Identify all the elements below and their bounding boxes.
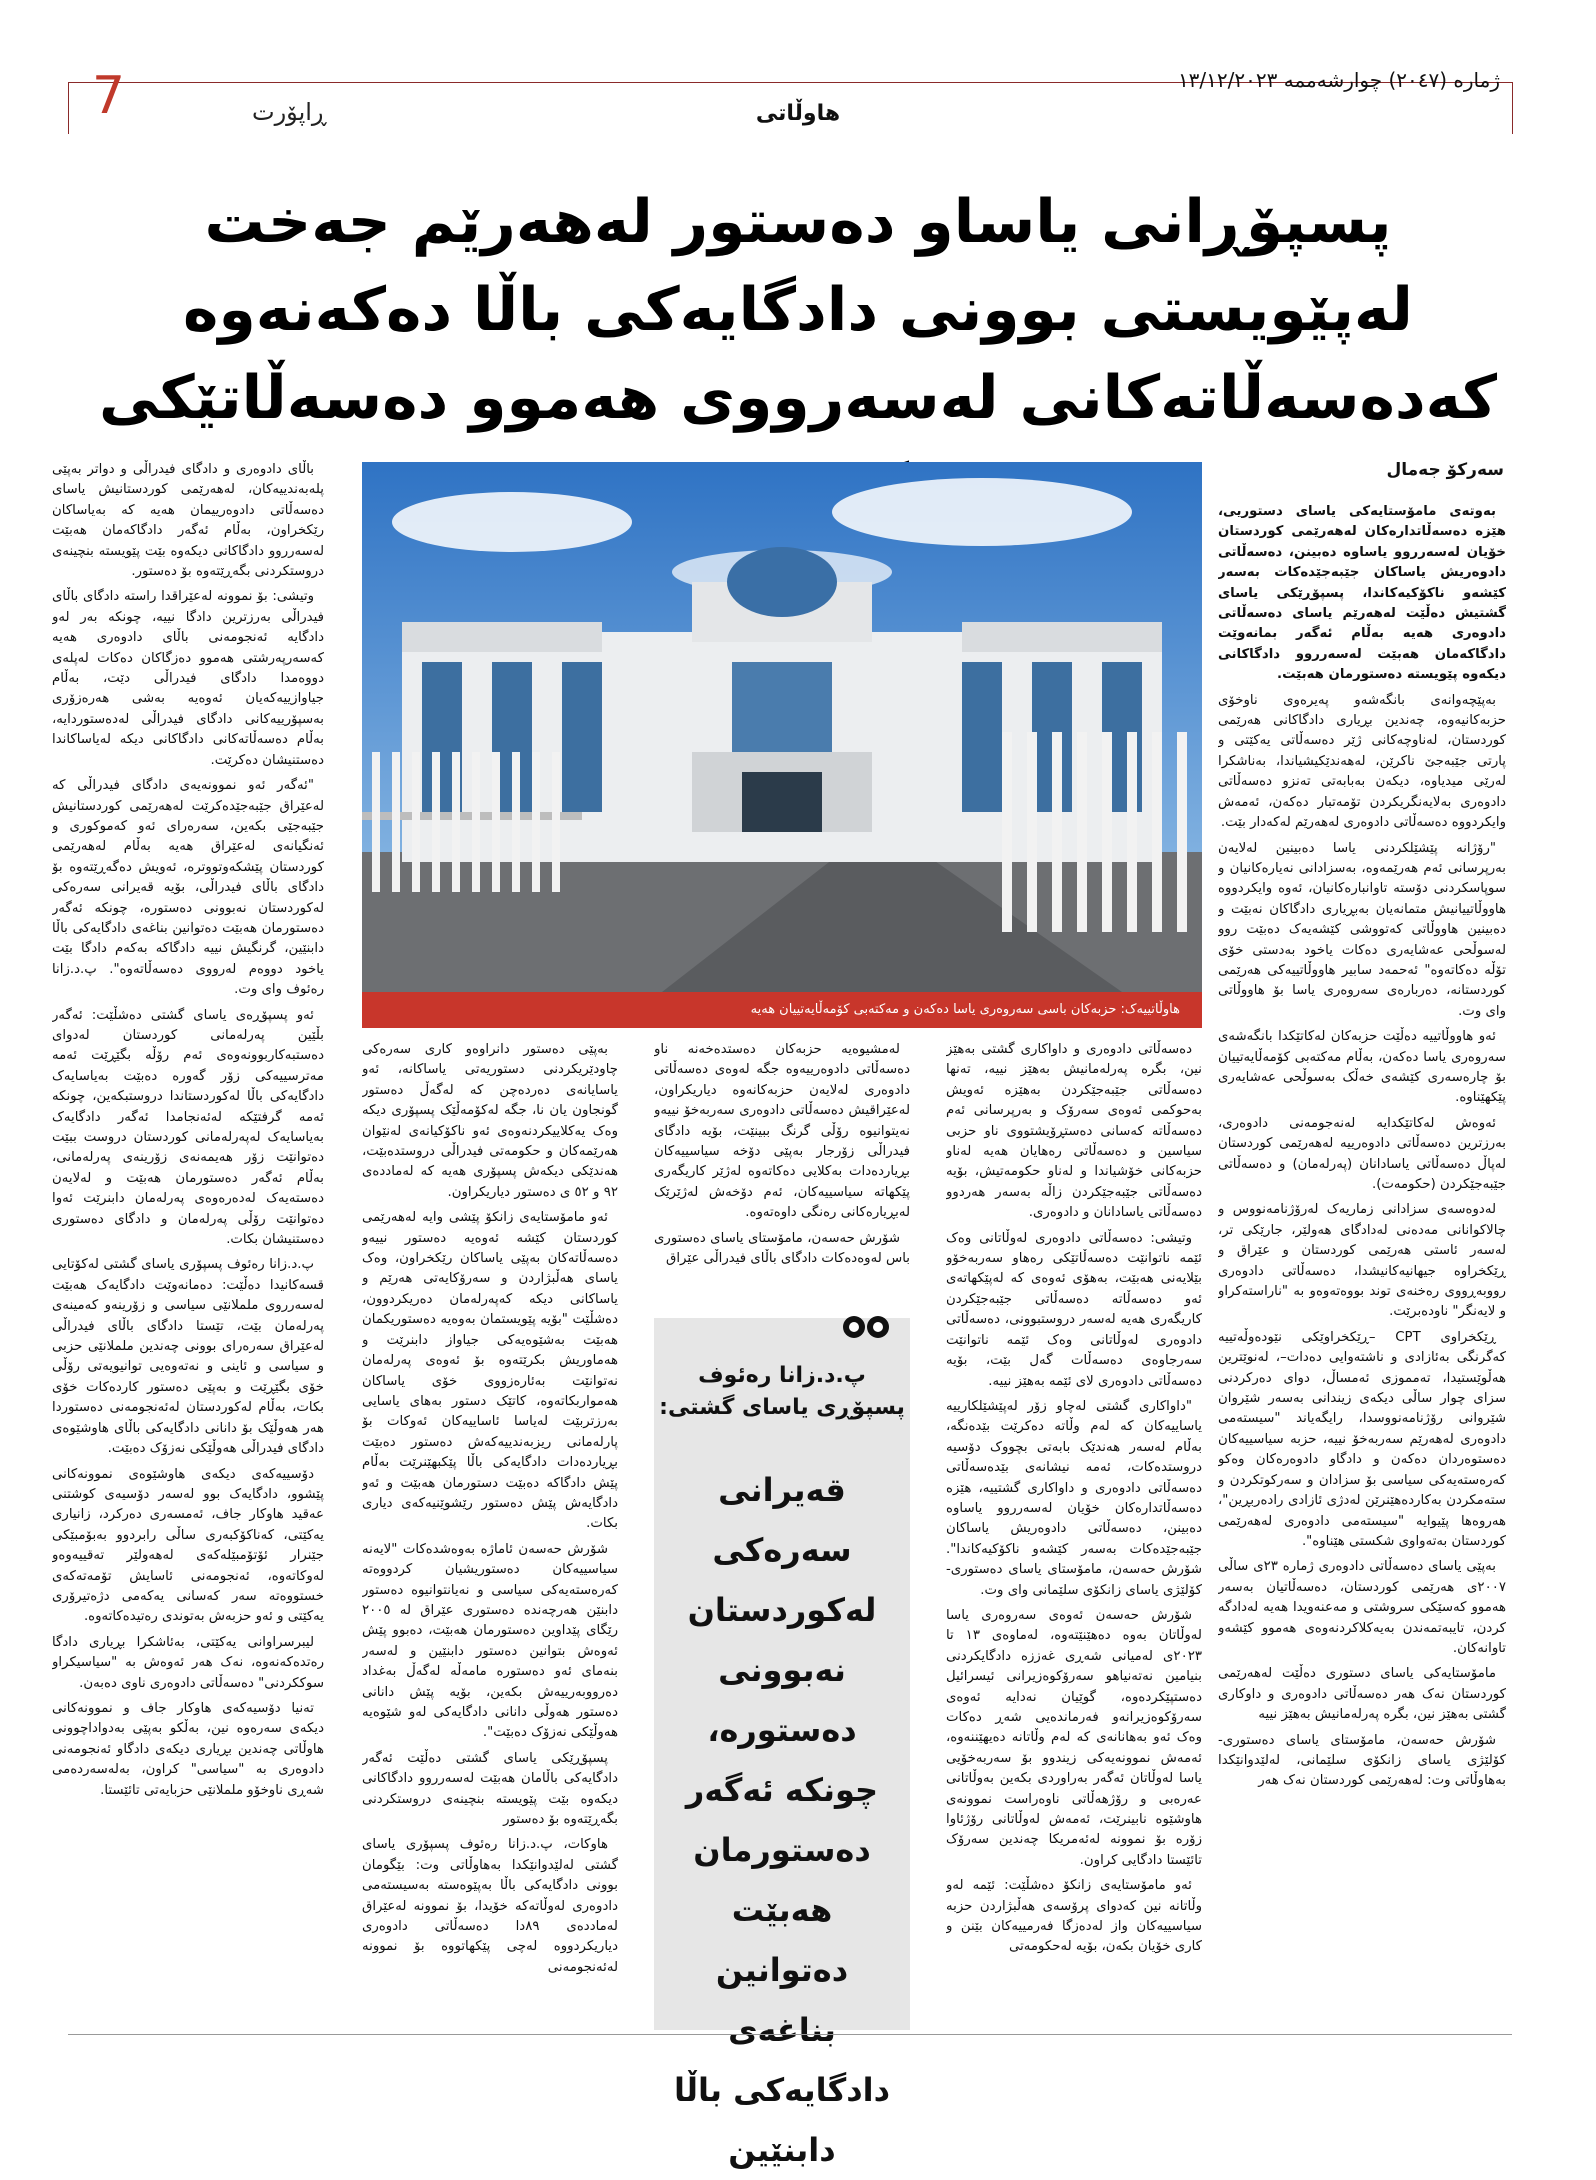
paragraph: ئەوەش لەکاتێکدایە لەنەجومەنی دادوەری، بەرزترین دەسەڵاتی دادوەرییە لەهەرێمی کوردستان لەپاڵ دەسەڵاتی یاسادانان (پەرلەمان) و دەسەڵاتی جێبەجێکردن (حکومەت). [1218,1115,1506,1192]
court-building-photo [362,462,1202,992]
court-building-photo-icon [362,462,1202,992]
headline: پسپۆڕانی یاساو دەستور لەهەرێم جەخت لەپێویستی بوونی دادگایەکی باڵا دەکەنەوە کەدەسەڵاتەکانی لەسەرووی هەموو دەسەڵاتێکی [99,187,1497,433]
paragraph: لیبرسراوانی یەکێتی، بەئاشکرا بڕیاری دادگا رەتدەکەنەوە، نەک هەر ئەوەش بە "سیاسیکراو سوککردنی" دەسەڵاتی دادوەری ناوی دەبەن. [52,1634,324,1691]
article-column-3 [654,1040,910,1288]
paragraph: "داواکاری گشتی لەچاو زۆر لەپێشێلکارییە یاساییەکان کە لەم وڵاتە دەکرێت بێدەنگە، بەڵام لەسەر هەندێک بابەتی بچووک دۆسیە دروستدەکات، ئەمە نیشانەی بێدەسەڵاتی دەسەڵاتی دادوەری و داواکاری گشتییە، هێزە دەسەڵاتدارەکان خۆیان لەسەرروو یاساوە دەبینن، دەسەڵاتی دادوەریش یاساکان جێبەجێدەکات بەسەر کێشەو ناکۆکیەکاندا". شۆرش حەسەن، مامۆستای یاسای دەستوری- کۆلێژی یاسای زانکۆی سلێمانی وای وت. [946,1398,1202,1598]
paragraph: بەپێی یاسای دەسەڵاتی دادوەری ژمارە ٢٣ی ساڵی ٢٠٠٧ی هەرێمی کوردستان، دەسەڵاتیان بەسەر هەموو کەسێکی سروشتی و مەعنەویدا هەیە لەدادگە کردن، تایبەتمەندن بەیەکلاکردنەوەی هەموو کێشەو تاوانەکان. [1218,1559,1506,1656]
masthead-logo [740,96,856,128]
article-column-1 [1218,502,1506,2027]
paragraph: شۆرش حەسەن ئەوەی سەروەری یاسا لەوڵاتان بەوە دەهێنێتەوە، لەماوەی ١٣ تا ٢٠٢٣ی لەمیانی شەڕی غەززە دادگایکردنی بنیامین نەتەنیاهو سەرۆکوەزیرانی ئیسرائیل دەستپێکردەوە، گوێیان نەدایە ئەوەی سەرۆکوەزیرانەو فەرماندەیی شەڕ دەکات وەک ئەو بەهانانەی کە لەم وڵاتانە دەیهێننەوە، ئەمەش نموونەیەکی زیندوو بۆ سەربەخۆیی یاسا لەوڵاتان ئەگەر بەراوردی بکەین بەوڵاتانی عەرەبی و رۆژهەڵاتی ناوەراست نموونەی هاوشێوە نابینرێت، ئەمەش لەوڵاتانی رۆژئاوا زۆرە بۆ نموونە لەئەمریکا چەندین سەرۆک تائێستا دادگایی کراون. [946,1607,1202,1868]
paragraph: بەوتەی مامۆستایەکی یاسای دستوریی، هێزە دەسەڵاتدارەکان لەهەرێمی کوردستان خۆیان لەسەرروو یاساوە دەبینن، دەسەڵاتی دادوەریش یاساکان جێبەجێدەکات بەسەر کێشەو ناکۆکیەکاندا، پسپۆڕێکی یاسای گشتیش دەڵێت لەهەرێم یاسای دەسەڵاتی دادوەری هەیە بەڵام ئەگەر بمانەوێت دادگاکەمان هەبێت لەسەرروو دادگاکانی دیکەوە پێویستە دەستورمان هەبێت. [1218,504,1506,683]
issue-info: ژمارە (٢٠٤٧) چوارشەممە ١٣/١٢/٢٠٢٣ [1177,68,1500,92]
paragraph: پسپۆڕێکی یاسای گشتی دەڵێت ئەگەر دادگایەکی باڵامان هەبێت لەسەرروو دادگاکانی دیکەوە بێت پێویستە بنچینەی دروستکردنی بگەڕێتەوە بۆ دەستور [362,1750,618,1828]
header-rule-right [1512,82,1513,134]
paragraph: وتیشی: بۆ نموونە لەعێراقدا راستە دادگای باڵای فیدراڵی بەرزترین دادگا نییە، چونکە بەر لەو دادگایە ئەنجومەنی باڵای دادوەری هەیە کەسەرپەرشتی هەموو دەزگاکان دەکات لەپلەی دووەمدا دادگای فیدراڵی دێت، بەڵام جیاوازییەکەیان ئەوەیە بەشی هەرەزۆری بەسپۆرییەکانی دادگای فیدراڵی لەدەستوردایە، بەڵام دەسەڵاتەکانی دادگاکانی دیکە لەیاساکاندا دەستنیشان دەکرێت. [52,589,324,768]
paragraph: ڕێکخراوی CPT –ڕێکخراوێکی نێودەوڵەتییە کەگرنگی بەئازادی و ناشتەوایی دەدات–، لەنوێترین هەڵوێستیدا، تەمموزی ئەمساڵ، دوای دەرکردنی سزای چوار ساڵی دیکەی زیندانی بەسەر شێروان شێروانی رۆژنامەنووسدا، رایگەیاند "سیستەمی دادوەری لەهەرێم سەربەخۆ نییە، حزبە سیاسییەکان دەستوەردان دەکەن و دادگاو دادوەرەکان وەکو کەرەستەیەکی سیاسی بۆ سزادان و سەرکوتکردن و ستەمکردن بەکاردەهێنرێن لەدژی ئازادی رادەربڕین"، هەروەها پێیوایە "سیستەمی دادوەری لەهەرێمی کوردستان بەتەواوی شکستی هێناوە". [1218,1329,1506,1549]
paragraph: ئەو پسپۆڕەی یاسای گشتی دەشڵێت: ئەگەر بڵێین پەرلەمانی کوردستان لەدوای دەستبەکاربوونەوەی ئەم رۆڵە بگێڕێت ئەمە مەترسییەکی زۆر گەورە دەبێت بەیاسایەک دادگایەکی باڵا لەکوردستاندا دروستبکەین، چونکە ئەمە گرفتێکە لەئەنجامدا ئەگەر دادگایەک بەیاسایەک لەپەرلەمانی کوردستان دروست ببێت دەتوانێت زۆر هەیمەنەی زۆرینەی پەرلەمانی، بەڵام ئەگەر دەستورمان هەبێت و لەلایەن دەستەیەک لەدەرەوەی پەرلەمان دابنرێت ئەوا دەتوانێت رۆڵی پەرلەمان و دادگای دەستوری دەستنیشان بکات. [52,1007,324,1248]
paragraph: "رۆژانە پێشێلکردنی یاسا دەبینین لەلایەن بەرپرسانی ئەم هەرێمەوە، بەسزادانی نەیارەکانیان و سوپاسکردنی دۆستە تاوانبارەکانیان، ئەوە وایکردووە هاووڵاتییانیش متمانەیان بەبڕیاری دادگاکان نەبێت و دەبینین هاووڵاتی کەتووشی کێشەیەک دەبێت روو لەسوڵحی عەشایەری دەکات یاخود بەدستی خۆی تۆڵە دەکاتەوە" ئەحمەد سابیر هاووڵاتییەکی هەرێمی کوردستانە، دەربارەی سەروەری یاسا بۆ هاووڵاتی وای وت. [1218,840,1506,1019]
paragraph: باڵای دادوەری و دادگای فیدراڵی و دواتر بەپێی پلەبەندییەکان، لەهەرێمی کوردستانیش یاسای دەسەڵاتی دادوەرییمان هەیە کە بەیاساکان رێکخراون، بەڵام ئەگەر دادگاکەمان هەبێت لەسەرروو دادگاکانی دیکەوە بێت پێویستە بنچینەی دروستکردنی بگەڕێتەوە بۆ دەستور. [52,462,324,580]
paragraph: دۆسییەکەی دیکەی هاوشێوەی نموونەکانی پێشوو، دادگایەک بوو لەسەر دۆسیەی کوشتنی عەقید هاوکار جاف، ئەمسەری دەرکرد، زانیاری یەکێتی، کەناکۆکبەری ساڵی رابردوو بەبۆمبێکی جێنرار ئۆتۆمبێلەکەی لەهەولێر تەقییەوەو لەوکاتەوە، ئەنجومەنی ئاسایش تۆمەتەکەی خستووەتە سەر کەسانی یەکەمی دژەتیرۆری یەکێتی و ئەو حزبەش بەتوندی رەتیدەکاتەوە. [52,1466,324,1625]
paragraph: ئەو مامۆستایەی زانکۆ پێشی وایە لەهەرێمی کوردستان کێشە ئەوەیە دەستور نییەو دەسەڵاتەکان بەپێی یاساکان رێکخراون، وەک یاسای هەڵبژاردن و سەرۆکایەتی هەرێم و یاساکانی دیکە کەپەرلەمان دەریکردوون، دەشڵێت "بۆیە پێویستمان بەوەیە دەستوریکمان هەبێت بەشێوەیەکی جیاواز دابنرێت و هەماوریش بکرێتەوە بۆ ئەوەی پەرلەمان نەتوانێت بەئارەزووی خۆی یاساکان هەمواربکاتەوە، کاتێک دستور بەهای یاسایی بەرزتربێت لەیاسا ئاساییەکان ئەوکات بۆ پارلەمانی ریزبەندییەکەش دەستور دەبێت بڕیاردەدات دادگایەکی باڵا پێکبهێنرێت بەڵام پێش دادگاکە دەبێت دستورمان هەبێت و ئەو دادگایەش پێش دەستور رێشوێنیەکەی دیاری بکات. [362,1210,618,1532]
paragraph: شۆرش حەسەن، مامۆستای یاسای دەستوری-کۆلێژی یاسای زانکۆی سلێمانی، لەلێدوانێکدا بەهاوڵاتی وت: لەهەرێمی کوردستان نەک هەر [1218,1732,1506,1789]
paragraph: ئەو هاووڵاتییە دەڵێت حزبەکان لەکاتێکدا بانگەشەی سەروەری یاسا دەکەن، بەڵام مەکتەبی کۆمەڵایەتییان بۆ چارەسەری کێشەی خەڵک بەسوڵحی عەشایەری پێکهێناوە. [1218,1029,1506,1106]
photo-caption-text: هاوڵاتییەک: حزبەکان باسی سەروەری یاسا دەکەن و مەکتەبی کۆمەڵایەتییان هەیە [750,1002,1180,1017]
paragraph: پ.د.زانا رەئوف پسپۆری یاسای گشتی لەکۆتایی قسەکانیدا دەڵێت: دەمانەوێت دادگایەک هەبێت لەسەرروی ململانێی سیاسی و زۆرینەو کەمینەی پەرلەمان بێت، تێستا دادگای باڵای فیدراڵی لەعێراق سەرەرای بوونی چەندین ململانێی حزبی و سیاسی و ئاینی و نەتەوەیی توانیویەتی رۆڵی خۆی بگێڕێت و بەپێی دەستور کاردەکات خۆی بکات، بەڵام لەکوردستان لەئەنجومەنی دەستوردا هەر هەوڵێک بۆ دانانی دادگایەکی باڵای هاوشێوەی دادگای فیدراڵی هەوڵێکی نەزۆک دەبێت. [52,1257,324,1457]
paragraph: لەدوەسەی سزادانی زماریەک لەرۆژنامەنووس و چالاکوانانی مەدەنی لەدادگای هەولێر، جارێکی تر، لەسەر ئاستی هەرێمی کوردستان و عێراق و ڕێکخراوە جیهانیەکانیشدا، دەسەڵاتی دادوەری رووبەڕووی رەخنەی توند بووەتەوەو بە "ناراستەکراو و لایەنگر" ناودەبرێت. [1218,1202,1506,1320]
paragraph: شۆرش حەسەن ئاماژە بەوەشدەکات "لایەنە سیاسییەکان دەستوریشیان کردووەتە کەرەستەیەکی سیاسی و نەیانتوانیوە دەستور دابنێن هەرچەندە دەستوری عێراق لە ٢٠٠٥ رێگای پێداوین دەستورمان هەبێت، دەبوو پێش ئەوەش بتوانین دەستور دابنێین و لەسەر بنەمای ئەو دەستورە مامەڵە لەگەڵ بەغداد دەرووبەرییەش بکەین، بۆیە پێش دانانی دەستور هەوڵی دانانی دادگایەکی لەو شێوەیە هەوڵێکی نەزۆک دەبێت". [362,1541,618,1741]
paragraph: وتیشی: دەسەڵاتی دادوەری لەوڵاتانی وەک ئێمە ناتوانێت دەسەڵاتێکی رەهاو سەربەخۆو بێلایەنی هەبێت، بەهۆی ئەوەی کە لەپێکهاتەی ئەو دەسەڵاتە دەسەڵاتی جێبەجێکردن کاریگەری هەیە لەسەر دروستبوونی، دەسەڵاتی دادوەری لەوڵاتانی وەک ئێمە ناتوانێت سەرجاوەی دەسەڵات گەل بێت، بۆیە دەسەڵاتی دادوەری لای ئێمە بەهێز نییە. [946,1230,1202,1389]
paragraph: لەمشیوەیە حزبەکان دەستدەخەنە ناو دەسەڵاتی دادوەرییەوە جگە لەوەی دەسەڵاتی دادوەری لەلایەن حزبەکانەوە دیاریکراون، لەعێراقیش دەسەڵاتی دادوەری سەربەخۆ نییەو نەیتوانیوە رۆڵی گرنگ ببینێت، بۆیە دادگای فیدراڵی زۆرجار بەپێی دۆخە سیاسییەکان بڕیاردەدات بەکلایی دەکاتەوە لەژێر کاریگەری پێکهاتە سیاسییەکان، ئەم دۆخەش لەژێرێک لەبڕیارەکانی رەنگی داوەتەوە. [654,1042,910,1221]
paragraph: مامۆستایەکی یاسای دستوری دەڵێت لەهەرێمی کوردستان نەک هەر دەسەڵاتی دادوەری و داوکاری گشتی بەهێز نین، بگرە پەرلەمانیش بەهێز نییە [1218,1666,1506,1723]
page-number: 7 [92,66,126,126]
article-column-5 [52,460,324,2028]
masthead-text: هاوڵاتی [755,101,841,126]
pull-quote-text: قەیرانی سەرەکی لەکوردستان نەبوونی دەستورە، چونکە ئەگەر دەستورمان هەبێت دەتوانین بناغەی دادگایەکی باڵا دابنێین [673,1471,891,2169]
quote-mark-icon [842,1310,890,1340]
header-rule-left [68,82,69,134]
photo-caption [362,992,1202,1028]
paragraph: بەپێی دەستور دانراوەو کاری سەرەکی چاودێریکردنی دستوریەتی یاساکانە، ئەو یاسایانەی دەردەچن کە لەگەڵ دەستور گونجاون یان نا، جگە لەکۆمەڵێک پسپۆری دیکە وەک یەکلاییکردنەوەی ئەو ناکۆکیانەی لەنێوان هەرێمەکان و حکومەتی فیدراڵی دروستدەبێت، هەندێکی دیکەش پسپۆری هەیە کە لەماددەی ٩٢ و ٥٢ ی دەستور دیاریکراون. [362,1042,618,1200]
byline: سەرکۆ جەمال [1386,460,1504,480]
section-label: ڕاپۆرت [252,98,327,126]
article-column-2 [946,1040,1202,2028]
paragraph: ئەو مامۆستایەی زانکۆ دەشڵێت: ئێمە لەو وڵاتانە نین کەدوای پرۆسەی هەڵبژاردن حزبە سیاسییەکان واز لەدەزگا فەرمییەکان بێنن و کاری خۆیان بکەن، بۆیە لەحکومەتی [946,1878,1202,1955]
paragraph: تەنیا دۆسیەکەی هاوکار جاف و نموونەکانی دیکەی سەرەوە نین، بەڵکو بەپێی بەدواداچوونی هاوڵاتی چەندین بڕیاری دیکەی دادگاو ئەنجومەنی دادوەری بە "سیاسی" کراون، بەلەسەردەمی شەڕی ناوخۆو ململانێی حزبایەتی تائێستا. [52,1700,324,1798]
pull-quote-author: پ.د.زانا رەئوف پسپۆڕی یاسای گشتی: [659,1363,905,1420]
paragraph: بەپێچەوانەی بانگەشەو پەیرەوی ناوخۆی حزبەکانیەوە، چەندین بڕیاری دادگاکانی هەرێمی کوردستان، لەناوچەکانی ژێر دەسەڵاتی یەکێتی و پارتی جێبەجێ ناکرێن، لەهەندێکیشیاندا، بەناشکرا لەرێی میدیاوە، دیکەن بەبابەتی تەنزو دەسەڵاتی دادوەری بەلایەنگریکردن تۆمەتبار دەکەن، ئەمەش وایکردووە دەسەڵاتی دادوەری لەهەرێم لەکەدار بێت. [1218,692,1506,831]
paragraph: "ئەگەر ئەو نموونەیەی دادگای فیدراڵی کە لەعێراق جێبەجێدەکرێت لەهەرێمی کوردستانیش جێبەجێی بکەین، سەرەرای ئەو کەموکوری و ئەنگیانەی لەعێراق هەیە بەڵام لەهەرێمی کوردستان پێشکەوتووترە، ئەویش دەگەڕێتەوە بۆ دادگای باڵای فیدراڵی، بۆیە قەیرانی سەرەکی لەکوردستان نەبوونی دەستورە، چونکە ئەگەر دەستورمان هەبێت دەتوانین بناغەی دادگایەکی باڵا دابنێین، گرنگیش نییە دادگاکە بەکەم دادگا بێت یاخود دووەم لەرووی دەسەڵاتەوە". پ.د.زانا رەئوف وای وت. [52,778,324,998]
paragraph: هاوکات، پ.د.زانا رەئوف پسپۆری یاسای گشتی لەلێدوانێکدا بەهاوڵاتی وت: بێگومان بوونی دادگایەکی باڵا بەپێوەستە بەسیستەمی دادوەری لەوڵاتەکە خۆیدا، بۆ نموونە لەعێراق لەماددەی ٨٩دا دەسەڵاتی دادوەری دیاریکردووە لەچی پێکهاتووە بۆ نموونە لەئەنجومەنی [362,1837,618,1975]
paragraph: شۆرش حەسەن، مامۆستای یاسای دەستوری باس لەوەدەکات دادگای باڵای فیدراڵی عێراق [654,1230,910,1267]
paragraph: دەسەڵاتی دادوەری و داواکاری گشتی بەهێز نین، بگرە پەرلەمانیش بەهێز نییە، تەنها دەسەڵاتی جێبەجێکردن بەهێزە ئەویش بەحوکمی ئەوەی سەرۆک و بەرپرسانی ئەم دەسەڵاتە کەسانی دەستڕۆیشتووی ناو حزبی سیاسین و دەسەڵاتی رەهایان هەیە لەناو حزبەکانی خۆشیاندا و لەناو حکومەتیش، بۆیە دەسەڵاتی جێبەجێکردن زاڵە بەسەر هەردوو دەسەڵاتی یاسادانان و دادوەری. [946,1042,1202,1221]
bottom-rule [68,2034,1512,2035]
article-column-4 [362,1040,618,2028]
